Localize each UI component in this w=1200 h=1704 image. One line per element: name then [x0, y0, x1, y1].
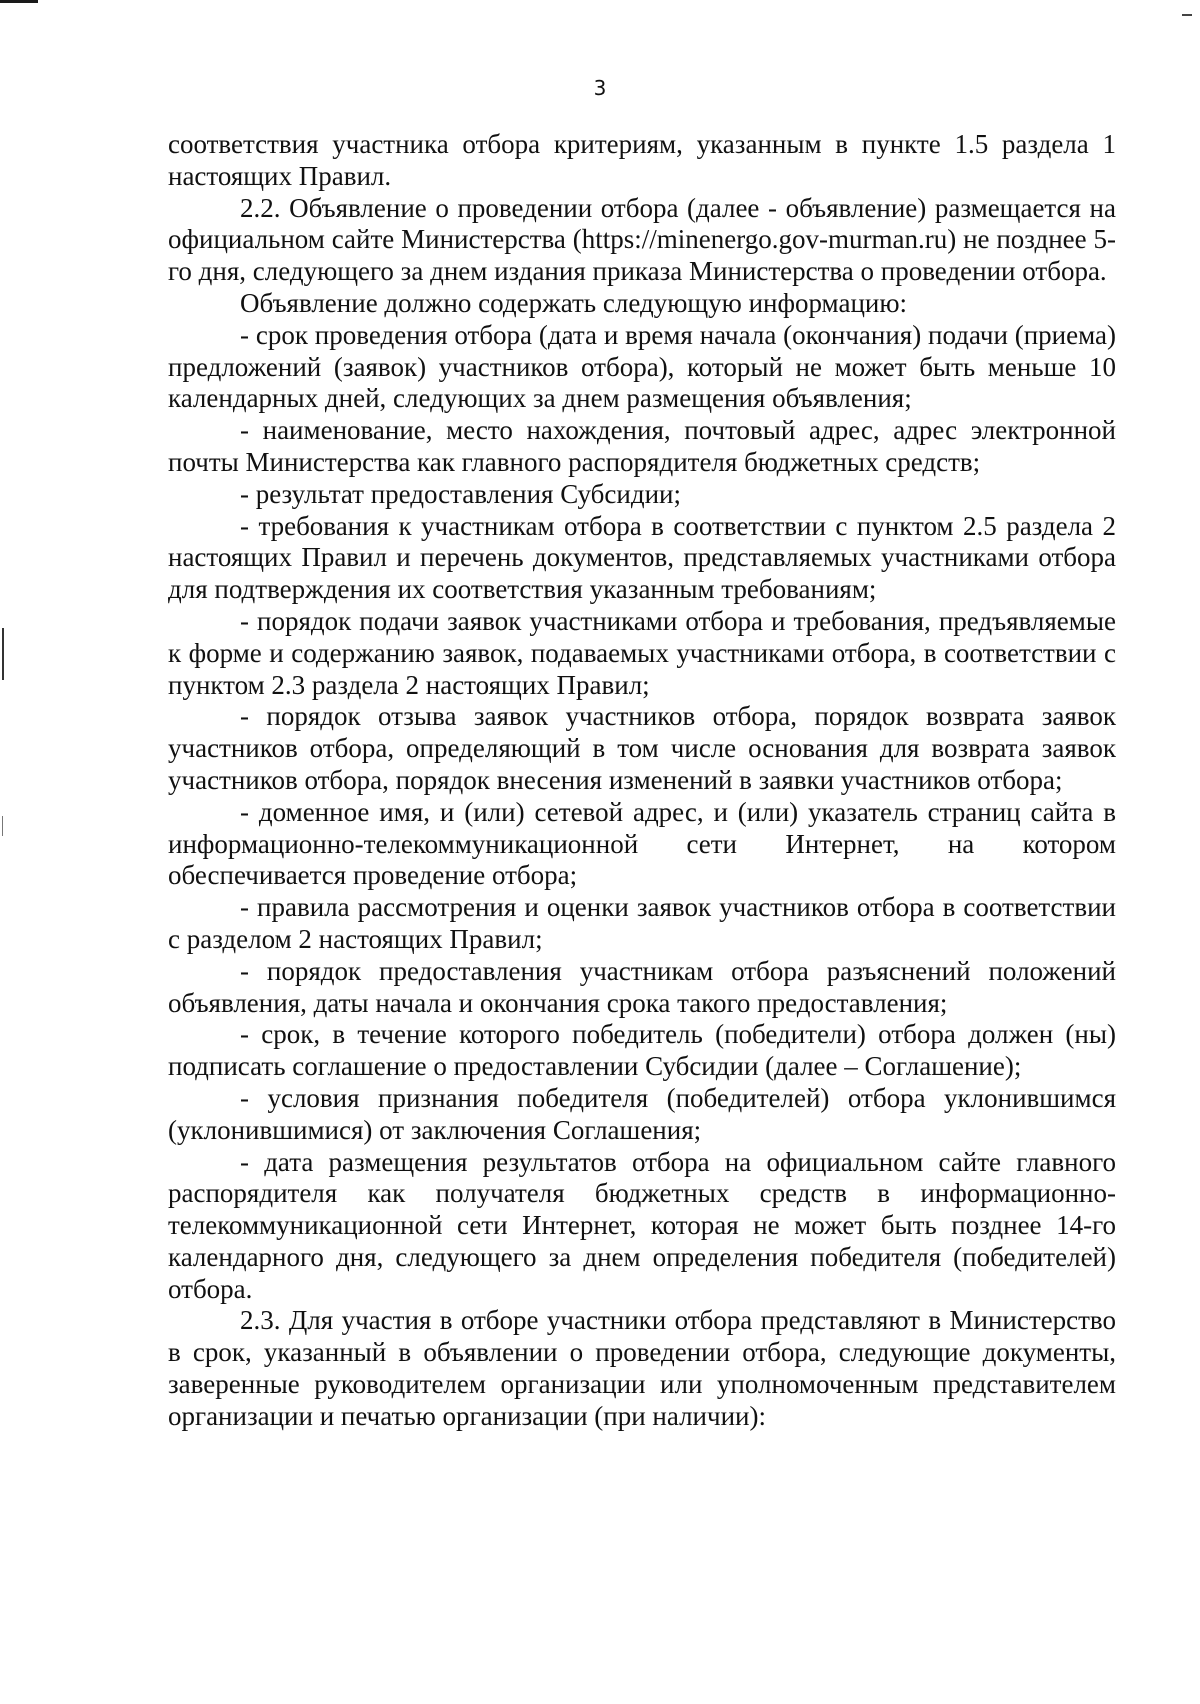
page-number: 3 [593, 76, 607, 100]
list-item: - правила рассмотрения и оценки заявок участников отбора в соответствии с разделом 2 настоящих Правил; [168, 892, 1116, 954]
document-body [168, 129, 1116, 1433]
scan-artifact-left-mark-small [2, 816, 3, 836]
list-item: - порядок отзыва заявок участников отбора, порядок возврата заявок участников отбора, определяющий в том числе основания для возврата заявок участников отбора, порядок внесения изменений в заявки участников отбора; [168, 701, 1116, 795]
list-item: - срок проведения отбора (дата и время начала (окончания) подачи (приема) предложений (заявок) участников отбора), который не может быть меньше 10 календарных дней, следующих за днем размещения объявления; [168, 319, 1116, 414]
list-item: - срок, в течение которого победитель (победители) отбора должен (ны) подписать соглашение о предоставлении Субсидии (далее – Соглашение); [168, 1019, 1116, 1082]
list-item: - порядок предоставления участникам отбора разъяснений положений объявления, даты начала и окончания срока такого предоставления; [168, 955, 1116, 1018]
list-item: - порядок подачи заявок участниками отбора и требования, предъявляемые к форме и содержанию заявок, подаваемых участниками отбора, в соответствии с пунктом 2.3 раздела 2 настоящих Правил; [168, 605, 1116, 700]
list-item: - наименование, место нахождения, почтовый адрес, адрес электронной почты Министерства как главного распорядителя бюджетных средств; [168, 415, 1116, 477]
paragraph: 2.2. Объявление о проведении отбора (далее - объявление) размещается на официальном сайте Министерства (https://minenergo.gov-murman.ru) не позднее 5-го дня, следующего за днем издания приказа Министерства о проведении отбора. [168, 192, 1116, 287]
list-item: - доменное имя, и (или) сетевой адрес, и (или) указатель страниц сайта в информационно-телекоммуникационной сети Интернет, на котором обеспечивается проведение отбора; [168, 796, 1116, 891]
paragraph: Объявление должно содержать следующую информацию: [240, 287, 908, 318]
paragraph: соответствия участника отбора критериям, указанным в пункте 1.5 раздела 1 настоящих Правил. [168, 129, 1116, 191]
scan-artifact-left-mark [2, 628, 4, 680]
paragraph: 2.3. Для участия в отборе участники отбора представляют в Министерство в срок, указанный в объявлении о проведении отбора, следующие документы, заверенные руководителем организации или уполномоченным представителем организации и печатью организации (при наличии): [168, 1305, 1116, 1431]
list-item: - дата размещения результатов отбора на официальном сайте главного распорядителя как получателя бюджетных средств в информационно-телекоммуникационной сети Интернет, которая не может быть позднее 14-го календарного дня, следующего за днем определения победителя (победителей) отбора. [168, 1146, 1116, 1304]
list-item: - результат предоставления Субсидии; [240, 478, 681, 509]
scan-artifact-top-right-dash [1182, 14, 1192, 16]
list-item: - требования к участникам отбора в соответствии с пунктом 2.5 раздела 2 настоящих Правил и перечень документов, представляемых участниками отбора для подтверждения их соответствия указанным требованиям; [168, 510, 1116, 605]
list-item: - условия признания победителя (победителей) отбора уклонившимся (уклонившимися) от заключения Соглашения; [168, 1082, 1116, 1145]
scan-artifact-top-line [0, 0, 38, 3]
